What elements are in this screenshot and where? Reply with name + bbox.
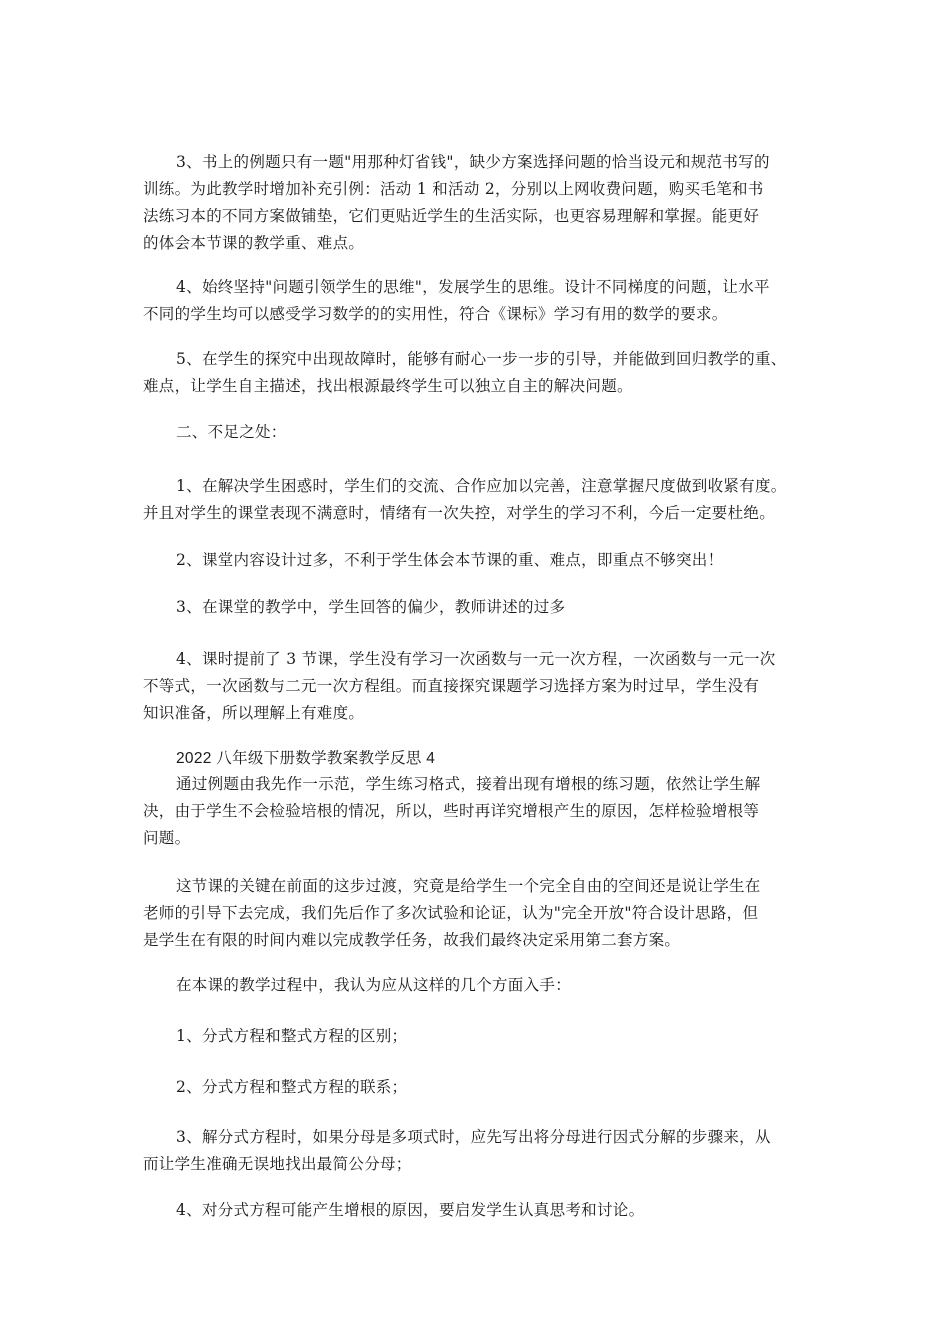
paragraph-10-line-1: 通过例题由我先作一示范，学生练习格式，接着出现有增根的练习题，依然让学生解 xyxy=(176,775,761,793)
paragraph-1-line-1: 3、书上的例题只有一题"用那种灯省钱"，缺少方案选择问题的恰当设元和规范书写的 xyxy=(176,153,770,171)
paragraph-3-line-1: 5、在学生的探究中出现故障时，能够有耐心一步一步的引导，并能做到回归教学的重、 xyxy=(176,350,787,368)
paragraph-12-line-1: 在本课的教学过程中，我认为应从这样的几个方面入手： xyxy=(176,976,572,994)
list-item-3-line-1: 3、解分式方程时，如果分母是多项式时，应先写出将分母进行因式分解的步骤来，从 xyxy=(176,1128,771,1146)
paragraph-3-line-2: 难点，让学生自主描述，找出根源最终学生可以独立自主的解决问题。 xyxy=(143,377,633,395)
paragraph-2-line-1: 4、始终坚持"问题引领学生的思维"，发展学生的思维。设计不同梯度的问题，让水平 xyxy=(176,278,770,296)
list-item-3-line-2: 而让学生准确无误地找出最简公分母； xyxy=(143,1155,412,1173)
paragraph-2-line-2: 不同的学生均可以感受学习数学的的实用性，符合《课标》学习有用的数学的要求。 xyxy=(143,305,728,323)
list-item-1: 1、分式方程和整式方程的区别； xyxy=(176,1027,408,1045)
paragraph-11-line-2: 老师的引导下去完成，我们先后作了多次试验和论证，认为"完全开放"符合设计思路，但 xyxy=(143,904,759,922)
document-title: 2022 八年级下册数学教案教学反思 4 xyxy=(176,750,436,767)
paragraph-7-line-1: 3、在课堂的教学中，学生回答的偏少，教师讲述的过多 xyxy=(176,598,566,616)
paragraph-8-line-2: 不等式，一次函数与二元一次方程组。而直接探究课题学习选择方案为时过早，学生没有 xyxy=(143,677,760,695)
paragraph-1-line-2: 训练。为此教学时增加补充引例：活动 1 和活动 2，分别以上网收费问题，购买毛笔和书 xyxy=(143,180,764,198)
paragraph-8-line-1: 4、课时提前了 3 节课，学生没有学习一次函数与一元一次方程，一次函数与一元一次 xyxy=(176,650,776,668)
paragraph-1-line-4: 的体会本节课的教学重、难点。 xyxy=(143,234,365,252)
section-heading: 二、不足之处： xyxy=(176,423,287,441)
paragraph-10-line-3: 问题。 xyxy=(143,829,191,847)
paragraph-5-line-2: 并且对学生的课堂表现不满意时，情绪有一次失控，对学生的学习不利，今后一定要杜绝。 xyxy=(143,504,776,522)
paragraph-6-line-1: 2、课堂内容设计过多，不利于学生体会本节课的重、难点，即重点不够突出！ xyxy=(176,551,724,569)
paragraph-11-line-3: 是学生在有限的时间内难以完成教学任务，故我们最终决定采用第二套方案。 xyxy=(143,931,681,949)
paragraph-1-line-3: 法练习本的不同方案做铺垫，它们更贴近学生的生活实际，也更容易理解和掌握。能更好 xyxy=(143,207,760,225)
list-item-2: 2、分式方程和整式方程的联系； xyxy=(176,1078,408,1096)
paragraph-11-line-1: 这节课的关键在前面的这步过渡，究竟是给学生一个完全自由的空间还是说让学生在 xyxy=(176,877,761,895)
list-item-4: 4、对分式方程可能产生增根的原因，要启发学生认真思考和讨论。 xyxy=(176,1201,645,1219)
paragraph-10-line-2: 决，由于学生不会检验培根的情况，所以，些时再详究增根产生的原因，怎样检验增根等 xyxy=(143,802,760,820)
paragraph-8-line-3: 知识准备，所以理解上有难度。 xyxy=(143,704,365,722)
paragraph-5-line-1: 1、在解决学生困惑时，学生们的交流、合作应加以完善，注意掌握尺度做到收紧有度。 xyxy=(176,477,787,495)
